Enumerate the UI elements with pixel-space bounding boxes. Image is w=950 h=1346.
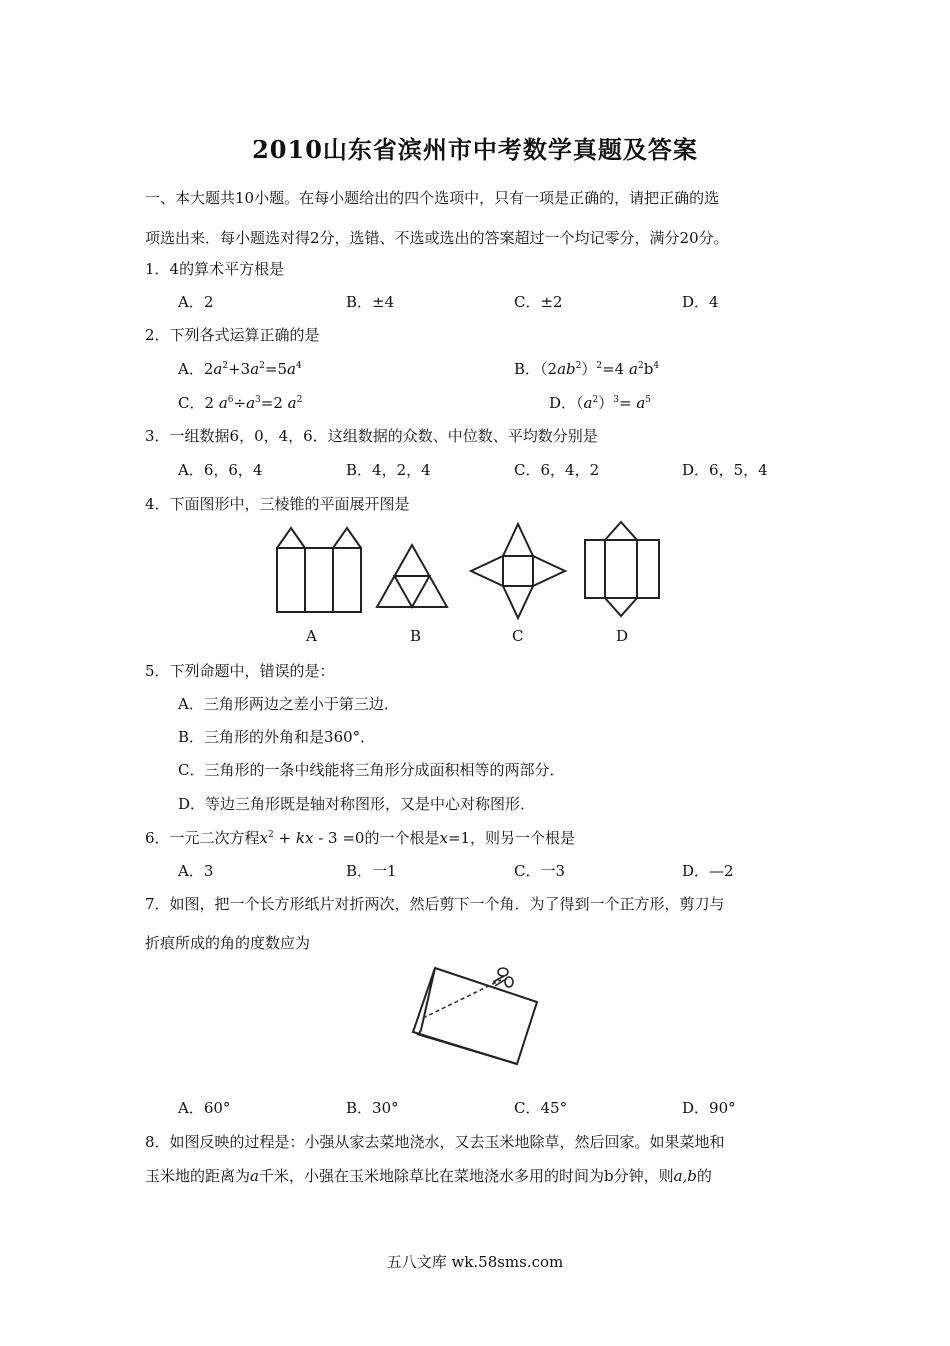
q2-stem: 2．下列各式运算正确的是 bbox=[145, 326, 320, 344]
q4-net-d bbox=[585, 522, 659, 616]
q4-net-a bbox=[277, 528, 361, 612]
q3-option-c: C．6，4，2 bbox=[514, 461, 600, 479]
q5-stem: 5．下列命题中，错误的是： bbox=[145, 662, 335, 680]
q5-option-b: B．三角形的外角和是360°． bbox=[178, 728, 376, 746]
q4-label-b: B bbox=[410, 627, 422, 645]
q7-line2: 折痕所成的角的度数应为 bbox=[145, 934, 311, 952]
q8-line1: 8．如图反映的过程是：小强从家去菜地浇水，又去玉米地除草，然后回家。如果菜地和 bbox=[145, 1133, 725, 1151]
q7-option-b: B．30° bbox=[346, 1099, 399, 1117]
q6-option-d: D．—2 bbox=[682, 862, 734, 880]
q5-option-d: D．等边三角形既是轴对称图形，又是中心对称图形． bbox=[178, 795, 536, 813]
section-intro-line1: 一、本大题共10小题。在每小题给出的四个选项中，只有一项是正确的，请把正确的选 bbox=[145, 189, 720, 207]
q7-line1: 7．如图，把一个长方形纸片对折两次，然后剪下一个角．为了得到一个正方形，剪刀与 bbox=[145, 895, 725, 913]
q6-stem: 6．一元二次方程$x^2$ + kx - 3 =0的一个根是x=1，则另一个根是 bbox=[145, 829, 576, 847]
q3-option-a: A．6，6，4 bbox=[178, 461, 263, 479]
q3-option-d: D．6，5，4 bbox=[682, 461, 768, 479]
scissors-icon bbox=[493, 968, 513, 987]
q2-option-a: A．$2a^2+3a^2=5a^4$ bbox=[178, 360, 302, 378]
q7-option-c: C．45° bbox=[514, 1099, 568, 1117]
q4-label-c: C bbox=[512, 627, 524, 645]
q1-option-b: B．±4 bbox=[346, 293, 395, 311]
q1-option-d: D．4 bbox=[682, 293, 719, 311]
q3-stem: 3．一组数据6，0，4，6．这组数据的众数、中位数、平均数分别是 bbox=[145, 427, 598, 445]
section-intro-line2: 项选出来．每小题选对得2分，选错、不选或选出的答案超过一个均记零分，满分20分。 bbox=[145, 229, 729, 247]
page-footer: 五八文库 wk.58sms.com bbox=[386, 1253, 564, 1271]
q7-folded-paper-figure bbox=[405, 960, 545, 1070]
q4-label-d: D bbox=[616, 627, 629, 645]
q8-line2: 玉米地的距离为a千米，小强在玉米地除草比在菜地浇水多用的时间为b分钟，则a,b的 bbox=[145, 1167, 712, 1185]
q5-option-c: C．三角形的一条中线能将三角形分成面积相等的两部分． bbox=[178, 761, 565, 779]
q6-option-c: C．一3 bbox=[514, 862, 566, 880]
q4-stem: 4．下面图形中，三棱锥的平面展开图是 bbox=[145, 495, 410, 513]
q2-option-d: D．$(a^2)^3= a^5$ bbox=[549, 394, 652, 412]
q6-option-a: A．3 bbox=[178, 862, 214, 880]
q5-option-a: A．三角形两边之差小于第三边． bbox=[178, 695, 399, 713]
q1-option-c: C．±2 bbox=[514, 293, 563, 311]
q2-option-b: B．$(2ab^2)^2=4$ $a^2b^4$ bbox=[514, 360, 660, 378]
q4-label-a: A bbox=[306, 627, 317, 645]
q1-option-a: A．2 bbox=[178, 293, 214, 311]
q4-nets-figure bbox=[265, 518, 665, 648]
q2-option-c: C．2 $a^6\div a^3=2$ $a^2$ bbox=[178, 394, 303, 412]
page-title: 2010山东省滨州市中考数学真题及答案 bbox=[252, 135, 698, 164]
q7-option-d: D．90° bbox=[682, 1099, 736, 1117]
q4-net-b bbox=[377, 545, 447, 607]
q7-option-a: A．60° bbox=[178, 1099, 231, 1117]
q3-option-b: B．4，2，4 bbox=[346, 461, 431, 479]
q6-option-b: B．一1 bbox=[346, 862, 397, 880]
q1-stem: 1．4的算术平方根是 bbox=[145, 260, 285, 278]
q4-net-c bbox=[471, 524, 565, 618]
